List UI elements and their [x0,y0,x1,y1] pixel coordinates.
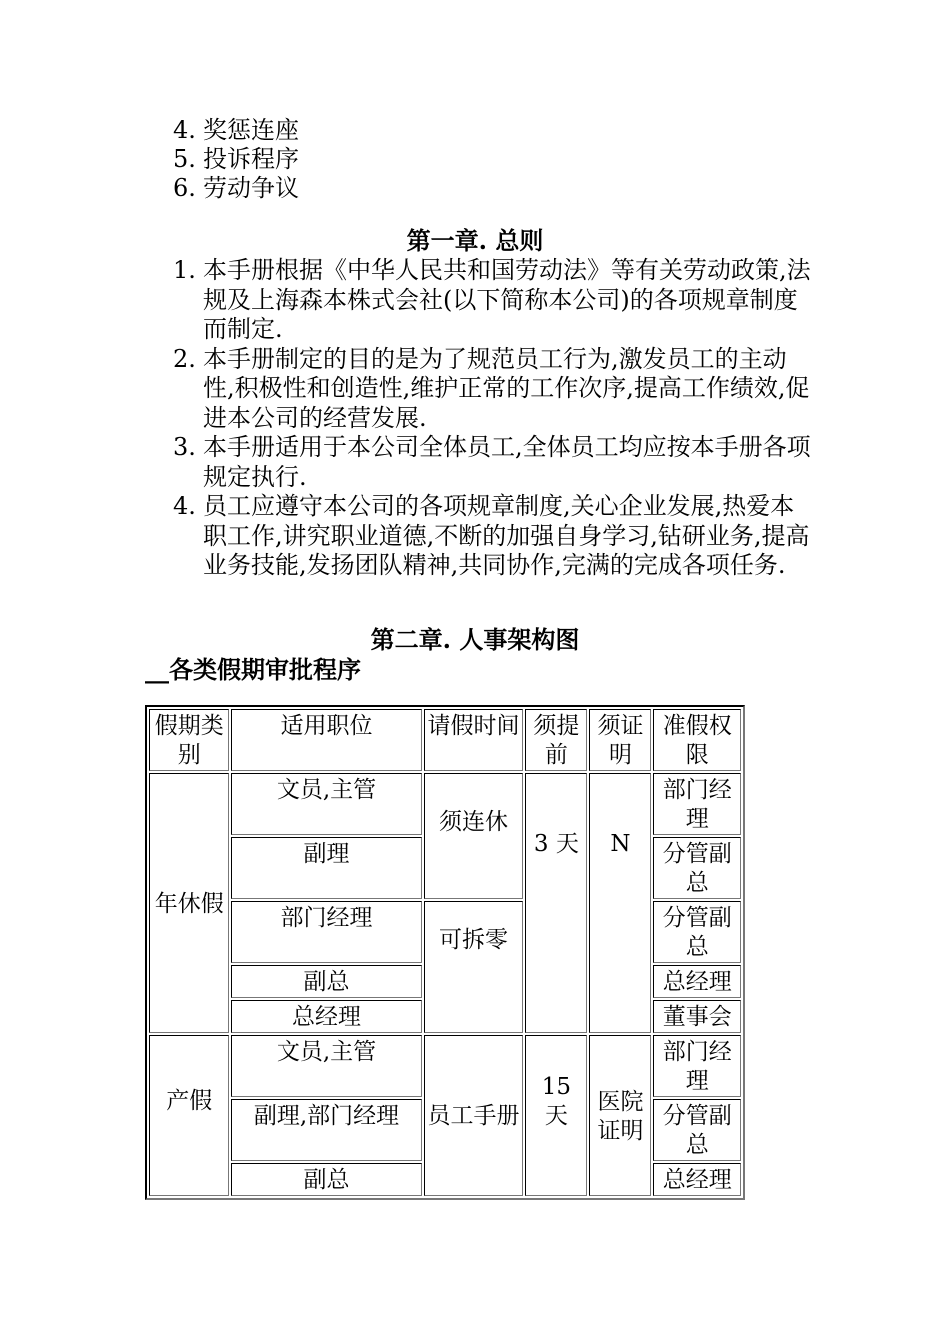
authority-cell: 总经理 [653,1163,741,1196]
toc-item [173,145,813,174]
toc-item-number: 5. [173,145,196,173]
rule-number: 4. [173,492,196,520]
position-cell: 文员,主管 [231,773,421,835]
rule-number: 1. [173,256,196,284]
leave-type-cell: 年休假 [149,773,229,1033]
authority-cell: 分管副总 [653,901,741,963]
position-cell: 副总 [231,1163,421,1196]
authority-cell: 董事会 [653,1000,741,1033]
chapter1-title: 第一章. 总则 [406,226,544,255]
rule-text: 本手册根据《中华人民共和国劳动法》等有关劳动政策,法规及上海森本株式会社(以下简称本公司)的各项规章制度而制定. [203,256,811,343]
authority-cell: 部门经理 [653,1035,741,1097]
toc-item [173,174,813,203]
proof-required-cell: N [589,773,651,1033]
rule-text: 本手册制定的目的是为了规范员工行为,激发员工的主动性,积极性和创造性,维护正常的工作次序,提高工作绩效,促进本公司的经营发展. [203,344,810,432]
position-cell: 副总 [231,965,421,998]
position-cell: 总经理 [231,1000,421,1033]
position-cell: 部门经理 [231,901,421,963]
leave-time-cell: 须连休 [424,773,524,899]
header-cell: 适用职位 [231,709,421,771]
table-row [149,773,741,835]
rule-text: 员工应遵守本公司的各项规章制度,关心企业发展,热爱本职工作,讲究职业道德,不断的加强自身学习,钻研业务,提高业务技能,发扬团队精神,共同协作,完满的完成各项任务. [203,492,810,579]
rule-number: 2. [173,344,196,373]
proof-required-cell: 医院证明 [589,1035,651,1196]
toc-list [173,116,813,203]
rule-text: 本手册适用于本公司全体员工,全体员工均应按本手册各项规定执行. [203,433,811,491]
header-cell: 请假时间 [424,709,524,771]
rule-item [173,256,813,345]
toc-item-text: 奖惩连座 [203,116,299,144]
toc-item-text: 投诉程序 [203,145,299,173]
leave-time-cell: 可拆零 [424,901,524,1033]
header-cell: 准假权限 [653,709,741,771]
toc-item-number: 6. [173,174,196,202]
leave-approval-table [145,705,745,1200]
table-header-row [149,709,741,771]
leave-type-cell: 产假 [149,1035,229,1196]
table-row [149,1035,741,1097]
rule-item [173,492,813,581]
authority-cell: 分管副总 [653,1099,741,1161]
general-rules-list [173,256,813,581]
leave-table-container [145,705,745,1200]
header-cell: 须提前 [525,709,587,771]
rule-item [173,433,813,492]
position-cell: 文员,主管 [231,1035,421,1097]
rule-number: 3. [173,433,196,461]
authority-cell: 分管副总 [653,837,741,899]
toc-item [173,116,813,145]
position-cell: 副理 [231,837,421,899]
rule-item [173,345,813,434]
advance-notice-cell: 15 天 [525,1035,587,1196]
toc-item-number: 4. [173,116,196,144]
authority-cell: 部门经理 [653,773,741,835]
table-row [149,901,741,963]
leave-time-cell: 员工手册 [424,1035,524,1196]
leave-approval-heading: __各类假期审批程序 [145,655,361,684]
authority-cell: 总经理 [653,965,741,998]
header-cell: 假期类别 [149,709,229,771]
position-cell: 副理,部门经理 [231,1099,421,1161]
header-cell: 须证明 [589,709,651,771]
advance-notice-cell: 3 天 [525,773,587,1033]
toc-item-text: 劳动争议 [203,174,299,202]
chapter2-title: 第二章. 人事架构图 [370,625,580,654]
